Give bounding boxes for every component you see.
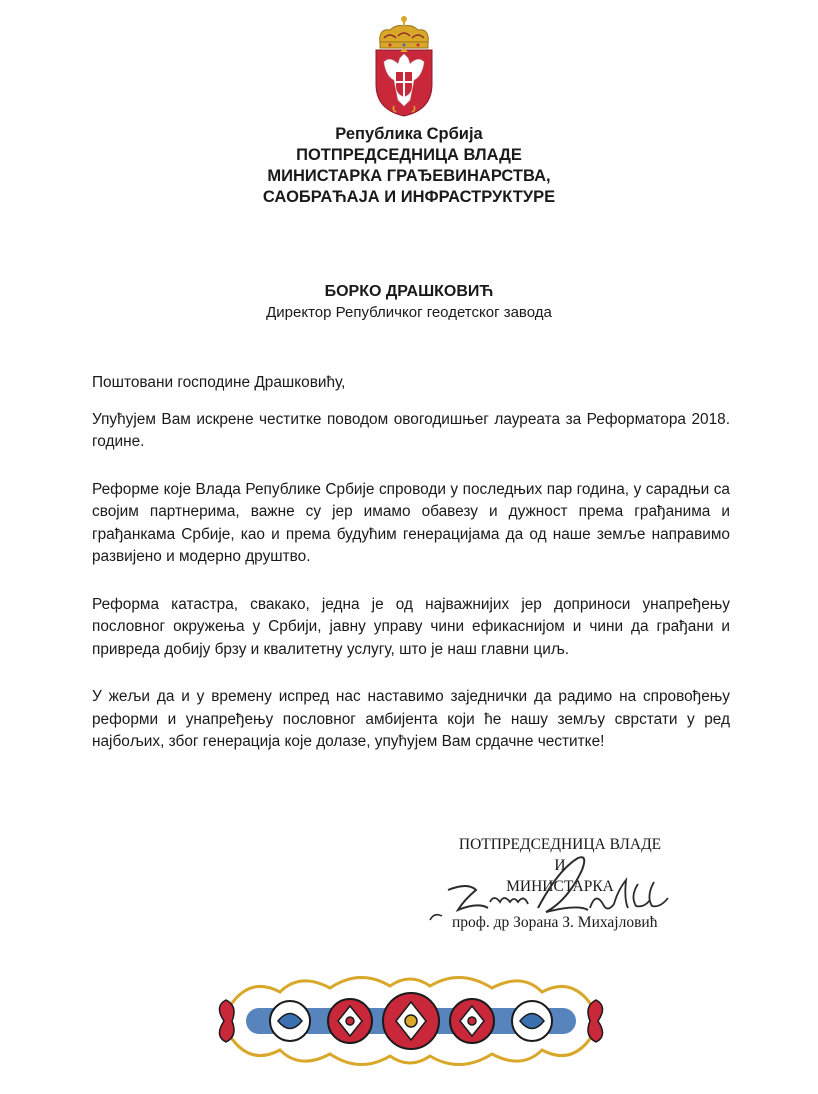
office-title: ПОТПРЕДСЕДНИЦА ВЛАДЕ bbox=[296, 146, 522, 164]
serbian-coat-of-arms-icon bbox=[370, 14, 438, 118]
ministry-title-line2: САОБРАЋАЈА И ИНФРАСТРУКТУРЕ bbox=[262, 188, 556, 206]
signatory-ministry: МИНИСТАРКА bbox=[506, 878, 614, 895]
addressee-title: Директор Републичког геодетског завода bbox=[266, 304, 552, 321]
signatory-office: ПОТПРЕДСЕДНИЦА ВЛАДЕ bbox=[458, 836, 662, 853]
decorative-ornament bbox=[210, 966, 612, 1074]
signatory-name: проф. др Зорана З. Михајловић bbox=[452, 914, 658, 931]
signatory-conjunction: И bbox=[554, 857, 566, 874]
paragraph: У жељи да и у времену испред нас наставимо заједнички да радимо на спровођењу реформи и унапређењу пословног амбијента који ће нашу земљу сврстати у ред најбољих, због генерација које долазе, упућујем Вам срдачне честитке! bbox=[92, 688, 730, 750]
letter-body bbox=[92, 372, 730, 779]
paragraph: Реформе које Влада Републике Србије спроводи у последњих пар година, у сарадњи са својим партнерима, важне су јер имамо обавезу и дужност према грађанима и грађанкама Србије, као и према будућим генерацијама да од наше земље направимо развијено и модерно друштво. bbox=[92, 480, 730, 565]
paragraph: Реформа катастра, свакако, једна је од најважнијих јер доприноси унапређењу пословног окружења у Србији, јавну управу чини ефикаснијом и чини да грађани и привреда добију брзу и квалитетну услугу, што је наш главни циљ. bbox=[92, 595, 730, 658]
salutation: Поштовани господине Драшковићу, bbox=[92, 374, 346, 391]
letterhead bbox=[0, 124, 818, 208]
signature-block bbox=[440, 834, 680, 931]
paragraph: Упућујем Вам искрене честитке поводом овогодишњег лауреата за Реформатора 2018. године. bbox=[92, 410, 730, 450]
ministry-title-line1: МИНИСТАРКА ГРАЂЕВИНАРСТВА, bbox=[267, 167, 551, 185]
country-name: Република Србија bbox=[335, 125, 483, 143]
addressee-name: БОРКО ДРАШКОВИЋ bbox=[324, 283, 494, 300]
